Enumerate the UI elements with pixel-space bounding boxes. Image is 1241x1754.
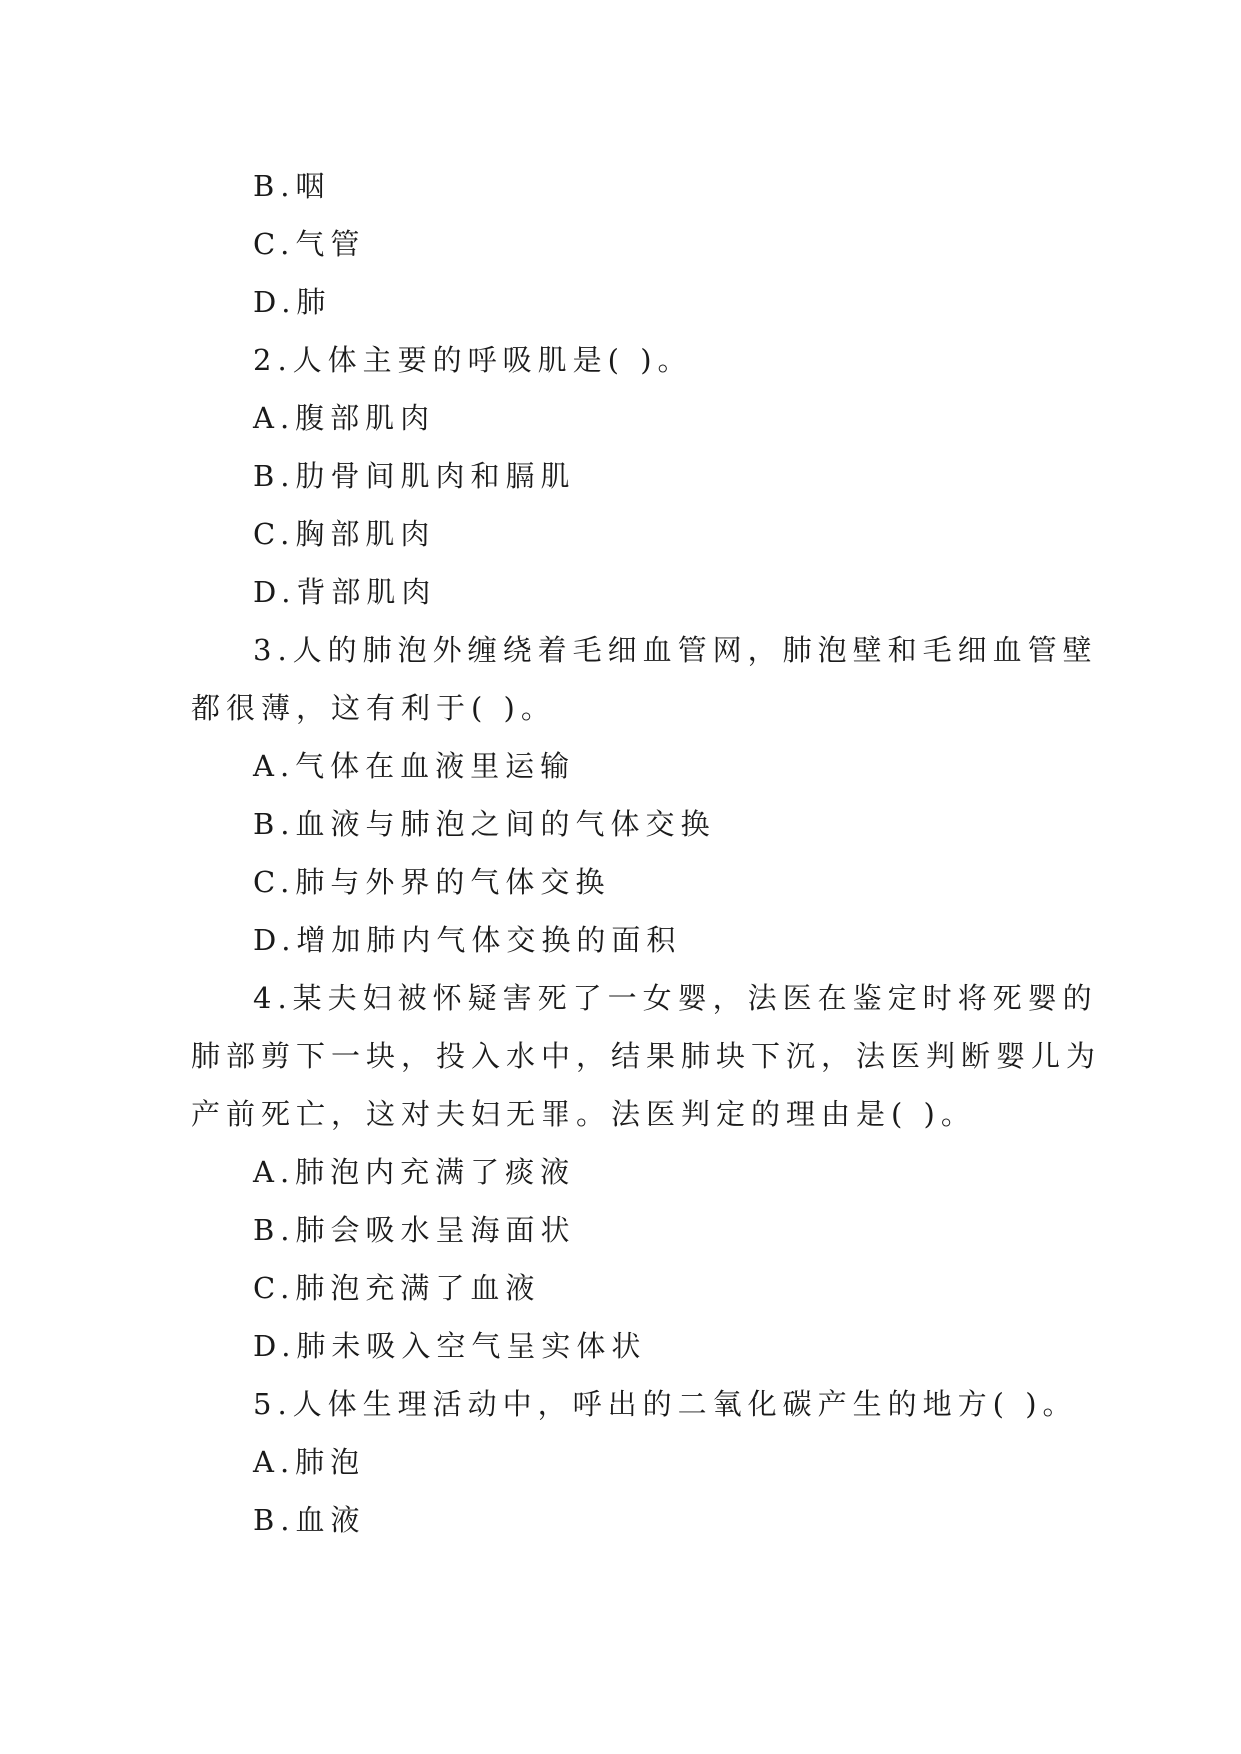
option-c-trachea: C.气管 [253, 227, 366, 261]
q3-option-b: B.血液与肺泡之间的气体交换 [253, 807, 716, 841]
question-2: 2.人体主要的呼吸肌是( )。 [253, 343, 693, 377]
q2-option-c: C.胸部肌肉 [253, 517, 436, 551]
q2-option-b: B.肋骨间肌肉和膈肌 [253, 459, 576, 493]
option-d-lung: D.肺 [253, 285, 332, 319]
question-4-line-2: 肺部剪下一块，投入水中，结果肺块下沉，法医判断婴儿为 [191, 1039, 1102, 1073]
q3-option-d: D.增加肺内气体交换的面积 [253, 923, 682, 957]
q4-option-b: B.肺会吸水呈海面状 [253, 1213, 576, 1247]
q4-option-a: A.肺泡内充满了痰液 [253, 1155, 576, 1189]
q3-option-a: A.气体在血液里运输 [253, 749, 576, 783]
question-5: 5.人体生理活动中，呼出的二氧化碳产生的地方( )。 [253, 1387, 1078, 1421]
question-4-line-1: 4.某夫妇被怀疑害死了一女婴，法医在鉴定时将死婴的 [253, 981, 1098, 1015]
q5-option-a: A.肺泡 [253, 1445, 366, 1479]
question-4-line-3: 产前死亡，这对夫妇无罪。法医判定的理由是( )。 [191, 1097, 976, 1131]
option-b-pharynx: B.咽 [253, 169, 331, 203]
q4-option-d: D.肺未吸入空气呈实体状 [253, 1329, 647, 1363]
q2-option-a: A.腹部肌肉 [253, 401, 436, 435]
q5-option-b: B.血液 [253, 1503, 366, 1537]
question-3-line-2: 都很薄，这有利于( )。 [191, 691, 556, 725]
q3-option-c: C.肺与外界的气体交换 [253, 865, 611, 899]
question-3-line-1: 3.人的肺泡外缠绕着毛细血管网，肺泡壁和毛细血管壁 [253, 633, 1098, 667]
q2-option-d: D.背部肌肉 [253, 575, 437, 609]
q4-option-c: C.肺泡充满了血液 [253, 1271, 541, 1305]
